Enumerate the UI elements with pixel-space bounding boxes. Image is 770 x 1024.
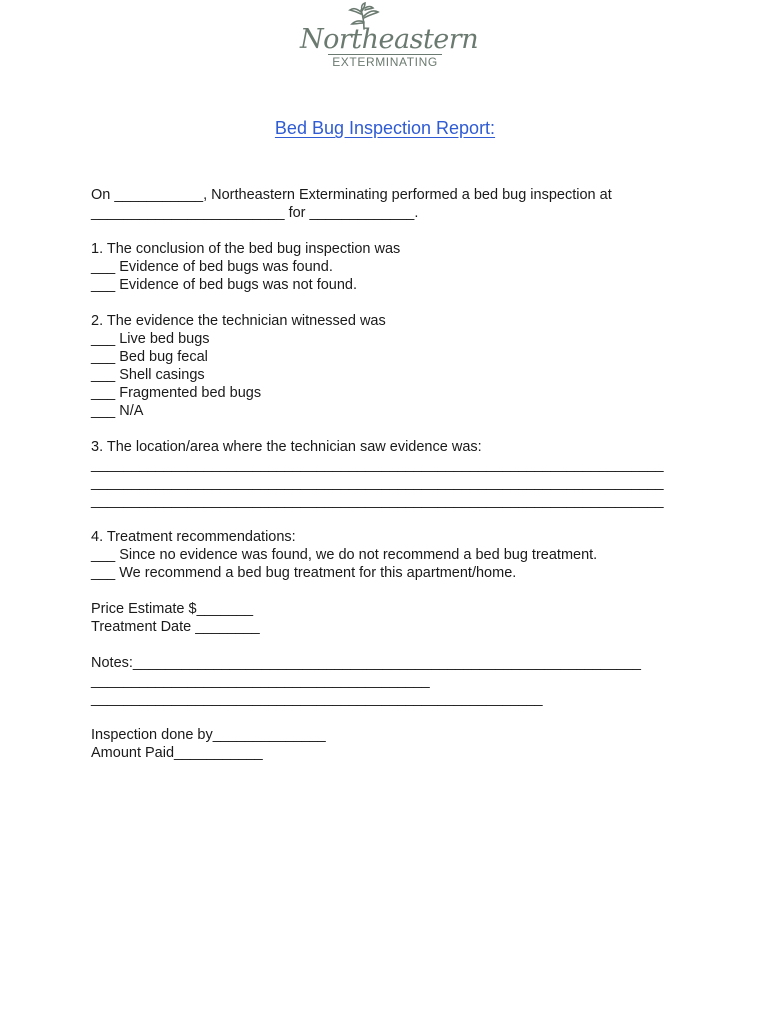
question-4-option: ___ Since no evidence was found, we do not recommend a bed bug treatment. (91, 547, 598, 563)
question-4-heading: 4. Treatment recommendations: (91, 529, 296, 545)
question-3-blank-line: _______________________________________________________________________ (91, 493, 664, 509)
question-1-heading: 1. The conclusion of the bed bug inspection was (91, 241, 401, 257)
logo-subtitle: EXTERMINATING (328, 54, 442, 71)
amount-paid-field: Amount Paid___________ (91, 745, 263, 761)
company-logo (300, 0, 479, 76)
report-body (91, 186, 691, 762)
question-2-option: ___ Bed bug fecal (91, 349, 208, 365)
question-3-blank-line: _______________________________________________________________________ (91, 475, 664, 491)
question-2-option: ___ N/A (91, 403, 144, 419)
question-3-heading: 3. The location/area where the technician saw evidence was: (91, 439, 482, 455)
inspection-done-by-field: Inspection done by______________ (91, 727, 326, 743)
spacer (91, 222, 691, 240)
question-3-blank-line: _______________________________________________________________________ (91, 457, 664, 473)
spacer (91, 708, 691, 726)
question-2-option: ___ Fragmented bed bugs (91, 385, 262, 401)
logo-wordmark: Northeastern (300, 24, 479, 55)
treatment-date-field: Treatment Date ________ (91, 619, 260, 635)
spacer (91, 582, 691, 600)
spacer (91, 636, 691, 654)
question-2-heading: 2. The evidence the technician witnessed was (91, 313, 386, 329)
report-title: Bed Bug Inspection Report: (274, 118, 496, 138)
notes-line-1: Notes:_______________________________________________________________ (91, 655, 641, 671)
intro-line-1: On ___________, Northeastern Exterminating performed a bed bug inspection at (91, 187, 612, 203)
question-2-option: ___ Live bed bugs (91, 331, 210, 347)
notes-line-3: ________________________________________________________ (91, 691, 543, 707)
notes-line-2: __________________________________________ (91, 673, 430, 689)
spacer (91, 420, 691, 438)
spacer (91, 294, 691, 312)
question-1-option: ___ Evidence of bed bugs was found. (91, 259, 333, 275)
question-1-option: ___ Evidence of bed bugs was not found. (91, 277, 358, 293)
question-4-option: ___ We recommend a bed bug treatment for this apartment/home. (91, 565, 517, 581)
spacer (91, 510, 691, 528)
price-estimate-field: Price Estimate $_______ (91, 601, 254, 617)
intro-line-2: ________________________ for _____________. (91, 205, 419, 221)
question-2-option: ___ Shell casings (91, 367, 205, 383)
